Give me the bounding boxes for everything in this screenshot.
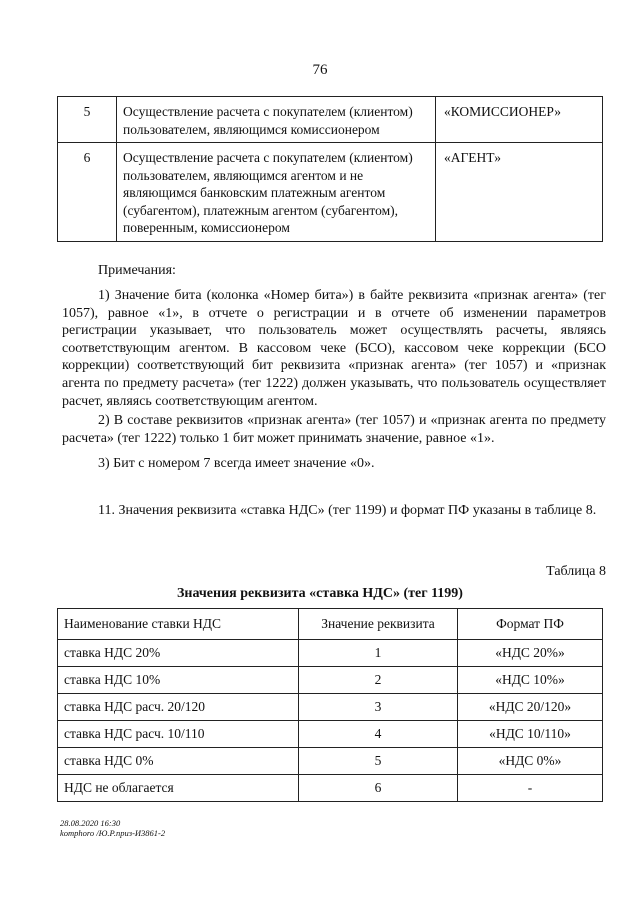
column-header: Формат ПФ bbox=[458, 609, 603, 640]
table-row bbox=[58, 97, 603, 143]
table-row bbox=[58, 667, 603, 694]
table-header-row bbox=[58, 609, 603, 640]
column-header: Значение реквизита bbox=[299, 609, 458, 640]
rate-format: «НДС 10%» bbox=[458, 667, 603, 694]
notes-title: Примечания: bbox=[98, 263, 176, 278]
table-row bbox=[58, 143, 603, 242]
table-title: Значения реквизита «ставка НДС» (тег 1199) bbox=[177, 586, 463, 601]
rate-name: ставка НДС 10% bbox=[58, 667, 299, 694]
rate-format: «НДС 0%» bbox=[458, 748, 603, 775]
rate-value: 1 bbox=[299, 640, 458, 667]
rate-value: 2 bbox=[299, 667, 458, 694]
footer-file: komphoro /Ю.Р.приз-И3861-2 bbox=[60, 828, 166, 838]
bit-number: 5 bbox=[58, 97, 117, 143]
note-text: 1) Значение бита (колонка «Номер бита») в байте реквизита «признак агента» (тег 1057), равное «1», в отчете о регистрации и в отчете об изменении параметров регистрации указывает, что пользователь может осуществлять расчеты, являясь соответствующим агентом. В кассовом чеке (БСО), кассовом чеке коррекции (БСО коррекции) соответствующий бит реквизита «признак агента» (тег 1057) и «признак агента по предмету расчета» (тег 1222) должен указывать, что пользователь осуществляет расчет, являясь соответствующим агентом. bbox=[62, 288, 606, 409]
footer-date: 28.08.2020 16:30 bbox=[60, 818, 121, 828]
table-row bbox=[58, 694, 603, 721]
paragraph-text: 11. Значения реквизита «ставка НДС» (тег 1199) и формат ПФ указаны в таблице 8. bbox=[98, 503, 597, 518]
rate-name: ставка НДС расч. 10/110 bbox=[58, 721, 299, 748]
agent-sign-table bbox=[57, 96, 603, 242]
note-3 bbox=[62, 455, 606, 473]
rate-name: ставка НДС 0% bbox=[58, 748, 299, 775]
rate-format: - bbox=[458, 775, 603, 802]
rate-format: «НДС 20/120» bbox=[458, 694, 603, 721]
page-number: 76 bbox=[312, 62, 328, 78]
rate-name: ставка НДС расч. 20/120 bbox=[58, 694, 299, 721]
vat-rate-table bbox=[57, 608, 603, 802]
column-header: Наименование ставки НДС bbox=[58, 609, 299, 640]
rate-value: 4 bbox=[299, 721, 458, 748]
rate-format: «НДС 10/110» bbox=[458, 721, 603, 748]
table-label: Таблица 8 bbox=[546, 564, 606, 579]
document-footer bbox=[60, 818, 165, 838]
print-format: «КОМИССИОНЕР» bbox=[436, 97, 603, 143]
note-text: 3) Бит с номером 7 всегда имеет значение «0». bbox=[98, 456, 375, 471]
note-1 bbox=[62, 287, 606, 410]
print-format: «АГЕНТ» bbox=[436, 143, 603, 242]
bit-description: Осуществление расчета с покупателем (клиентом) пользователем, являющимся комиссионером bbox=[117, 97, 436, 143]
note-2 bbox=[62, 412, 606, 447]
table-row bbox=[58, 775, 603, 802]
bit-number: 6 bbox=[58, 143, 117, 242]
rate-value: 5 bbox=[299, 748, 458, 775]
rate-value: 6 bbox=[299, 775, 458, 802]
table-row bbox=[58, 721, 603, 748]
bit-description: Осуществление расчета с покупателем (клиентом) пользователем, являющимся агентом и не являющимся банковским платежным агентом (субагентом), платежным агентом (субагентом), поверенным, комиссионером bbox=[117, 143, 436, 242]
rate-name: ставка НДС 20% bbox=[58, 640, 299, 667]
table-row bbox=[58, 748, 603, 775]
table-row bbox=[58, 640, 603, 667]
note-text: 2) В составе реквизитов «признак агента» (тег 1057) и «признак агента по предмету расчета» (тег 1222) только 1 бит может принимать значение, равное «1». bbox=[62, 413, 606, 446]
paragraph-11 bbox=[62, 502, 606, 520]
rate-format: «НДС 20%» bbox=[458, 640, 603, 667]
rate-name: НДС не облагается bbox=[58, 775, 299, 802]
rate-value: 3 bbox=[299, 694, 458, 721]
